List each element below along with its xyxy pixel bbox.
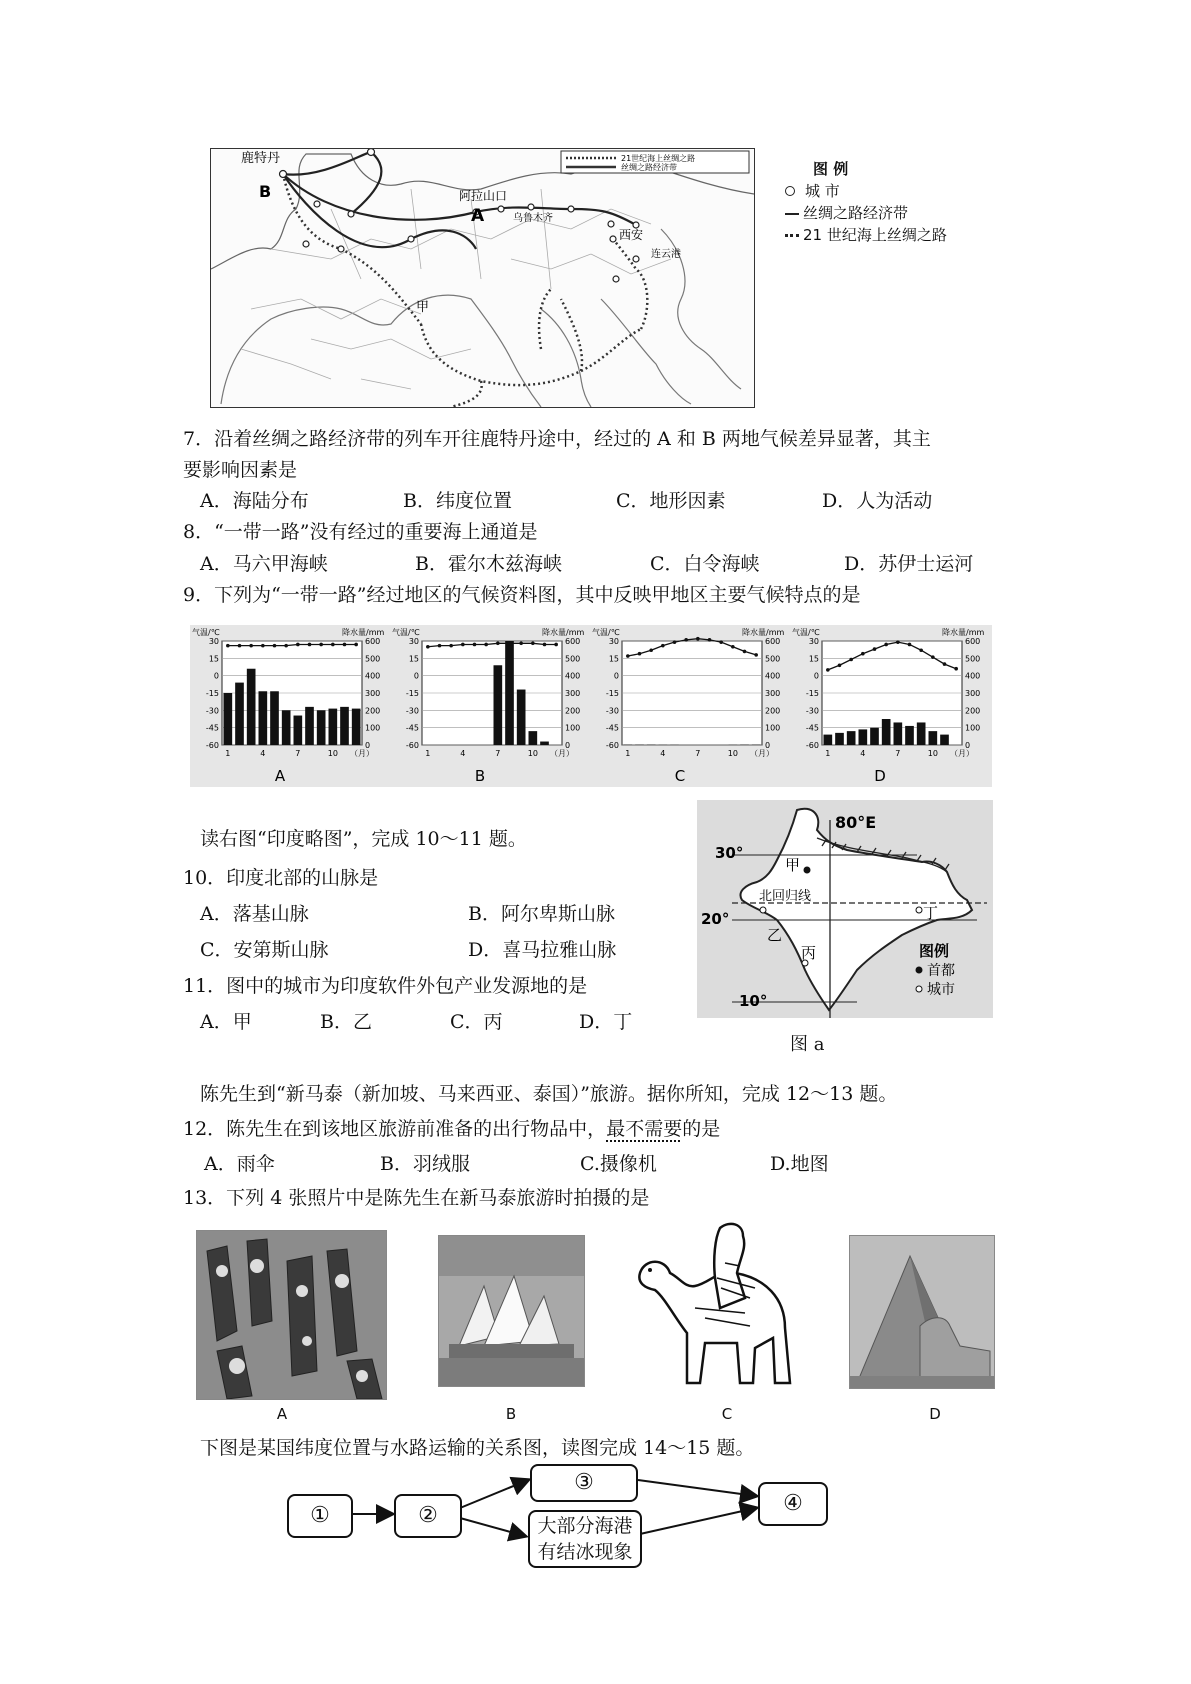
q10-option-d[interactable]: D．喜马拉雅山脉 <box>468 939 617 961</box>
q7-option-d[interactable]: D．人为活动 <box>822 490 933 512</box>
q8-stem: 8．“一带一路”没有经过的重要海上通道是 <box>183 521 538 543</box>
precip-tick-label: 400 <box>365 671 381 681</box>
precip-bar <box>329 709 338 745</box>
q7-option-a[interactable]: A．海陆分布 <box>200 490 309 512</box>
q11-option-c[interactable]: C．丙 <box>450 1011 503 1033</box>
q12-stem-start: 12．陈先生在到该地区旅游前准备的出行物品中， <box>183 1118 607 1140</box>
precip-tick-label: 500 <box>965 654 981 664</box>
city-bing: 丙 <box>801 944 817 962</box>
temp-tick-label: 30 <box>208 637 219 646</box>
month-tick-label: 1 <box>625 749 631 758</box>
q12-stem-emph: 最不需要 <box>606 1118 683 1140</box>
india-map-caption: 图 a <box>790 1034 825 1055</box>
precip-bar <box>294 716 303 745</box>
precip-bar <box>882 719 891 745</box>
solid-line-icon <box>785 213 799 215</box>
temp-point <box>343 643 347 647</box>
precip-bar <box>859 729 868 745</box>
capital-dot-icon <box>916 967 923 974</box>
precip-tick-label: 100 <box>765 723 781 733</box>
q7-stem-line2: 要影响因素是 <box>183 459 298 481</box>
label-lianyungang: 连云港 <box>651 249 681 260</box>
temp-point <box>308 643 312 647</box>
precip-bar <box>235 683 244 745</box>
chart-panel-label: D <box>874 767 886 785</box>
temp-tick-label: 15 <box>208 654 219 664</box>
flow-node-3: ③ <box>530 1464 638 1502</box>
india-map-svg <box>697 800 993 1018</box>
temp-tick-label: 15 <box>608 654 619 664</box>
sea-intro: 陈先生到“新马泰（新加坡、马来西亚、泰国）”旅游。据你所知，完成 12～13 题。 <box>200 1083 898 1105</box>
flow-ice-line1: 大部分海港 <box>537 1515 633 1537</box>
label-tropic: 北回归线 <box>759 889 812 904</box>
q12-option-b[interactable]: B．羽绒服 <box>380 1153 470 1175</box>
temp-point <box>849 658 853 662</box>
label-lat20: 20° <box>701 910 730 928</box>
legend-title: 图 例 <box>813 160 849 178</box>
q7-stem-line1: 7．沿着丝绸之路经济带的列车开往鹿特丹途中，经过的 A 和 B 两地气候差异显著，其主 <box>183 428 931 450</box>
precip-tick-label: 100 <box>565 723 581 733</box>
precip-bar <box>894 722 903 745</box>
pyramid-image <box>850 1236 994 1388</box>
precip-tick-label: 600 <box>765 637 781 646</box>
label-urumqi: 乌鲁木齐 <box>513 213 553 224</box>
label-80e: 80°E <box>835 813 877 832</box>
temp-tick-label: -45 <box>205 723 219 733</box>
month-tick-label: 4 <box>460 749 466 758</box>
month-tick-label: 1 <box>825 749 831 758</box>
precip-tick-label: 600 <box>565 637 581 646</box>
photo-d-pyramids[interactable] <box>849 1235 995 1389</box>
temp-tick-label: 0 <box>413 671 419 681</box>
precip-bar <box>905 726 914 745</box>
temp-point <box>249 644 253 648</box>
temp-tick-label: -45 <box>605 723 619 733</box>
q11-option-d[interactable]: D．丁 <box>579 1011 633 1033</box>
temp-point <box>331 643 335 647</box>
temp-point <box>754 653 758 657</box>
precip-bar <box>494 665 503 745</box>
q8-option-d[interactable]: D．苏伊士运河 <box>844 553 974 575</box>
photo-c-camel-rider[interactable] <box>625 1218 800 1388</box>
temp-tick-label: 30 <box>608 637 619 646</box>
temp-tick-label: -60 <box>405 741 419 750</box>
boats-image <box>197 1231 386 1399</box>
temp-point <box>496 642 500 646</box>
temp-tick-label: -30 <box>605 706 619 716</box>
temp-point <box>873 647 877 651</box>
precip-tick-label: 500 <box>765 654 781 664</box>
temp-tick-label: -15 <box>805 689 819 698</box>
temp-point <box>284 644 288 648</box>
precip-bar <box>940 735 949 745</box>
capital-jia-marker <box>804 867 811 874</box>
label-lat30: 30° <box>715 844 744 862</box>
temp-axis-label: 气温/℃ <box>592 628 620 637</box>
precip-bar <box>505 641 514 745</box>
flow-ice-line2: 有结冰现象 <box>537 1541 633 1563</box>
temp-tick-label: 0 <box>213 671 219 681</box>
precip-tick-label: 300 <box>965 689 981 698</box>
q8-option-b[interactable]: B．霍尔木兹海峡 <box>415 553 562 575</box>
temp-tick-label: -45 <box>405 723 419 733</box>
temp-point <box>696 637 700 641</box>
month-unit-label: （月） <box>750 749 774 758</box>
temp-point <box>954 667 958 671</box>
temp-tick-label: -60 <box>205 741 219 750</box>
india-map <box>697 800 993 1018</box>
precip-axis-label: 降水量/mm <box>942 628 985 637</box>
camel-image <box>625 1218 800 1388</box>
temp-point <box>273 644 277 648</box>
temp-point <box>731 645 735 649</box>
label-alashankou: 阿拉山口 <box>459 189 508 203</box>
month-unit-label: （月） <box>550 749 574 758</box>
month-tick-label: 1 <box>425 749 431 758</box>
precip-tick-label: 100 <box>365 723 381 733</box>
month-tick-label: 4 <box>860 749 866 758</box>
precip-bar <box>259 691 268 745</box>
precip-bar <box>929 731 938 745</box>
temp-point <box>519 642 523 646</box>
q12-option-c[interactable]: C.摄像机 <box>580 1153 657 1175</box>
city-ding: 丁 <box>923 904 939 922</box>
temp-point <box>554 643 558 647</box>
q7-option-b[interactable]: B．纬度位置 <box>403 490 512 512</box>
month-tick-label: 10 <box>727 749 738 758</box>
temp-axis-label: 气温/℃ <box>392 628 420 637</box>
precip-tick-label: 600 <box>365 637 381 646</box>
temp-point <box>908 643 912 647</box>
city-jia: 甲 <box>785 856 801 874</box>
photo-b-opera-house[interactable] <box>438 1235 585 1387</box>
temp-tick-label: 15 <box>408 654 419 664</box>
temp-point <box>931 655 935 659</box>
temp-point <box>626 654 630 658</box>
month-tick-label: 10 <box>527 749 538 758</box>
temp-point <box>896 640 900 644</box>
temp-point <box>649 648 653 652</box>
temp-tick-label: 0 <box>613 671 619 681</box>
temp-tick-label: -15 <box>405 689 419 698</box>
month-tick-label: 7 <box>495 749 501 758</box>
photo-label-b: B <box>505 1405 517 1423</box>
temp-point <box>238 644 242 648</box>
city-circle-icon <box>916 986 922 992</box>
flow-node-4: ④ <box>758 1482 828 1526</box>
month-unit-label: （月） <box>350 749 374 758</box>
temp-point <box>661 644 665 648</box>
q12-stem <box>183 1117 720 1141</box>
temp-point <box>673 640 677 644</box>
q7-option-c[interactable]: C．地形因素 <box>616 490 726 512</box>
month-tick-label: 4 <box>260 749 266 758</box>
temp-point <box>531 642 535 646</box>
month-tick-label: 10 <box>327 749 338 758</box>
inner-legend-sea: 21世纪海上丝绸之路 <box>621 154 696 163</box>
city-yi: 乙 <box>767 926 783 944</box>
india-legend-city: 城市 <box>927 982 955 998</box>
temp-point <box>543 643 547 647</box>
precip-bar <box>529 731 538 745</box>
label-lat10: 10° <box>739 992 768 1010</box>
precip-tick-label: 600 <box>965 637 981 646</box>
precip-bar <box>870 728 879 745</box>
climate-charts-strip <box>190 625 992 787</box>
silk-road-map <box>210 148 755 408</box>
temp-tick-label: -15 <box>605 689 619 698</box>
temp-tick-label: -30 <box>805 706 819 716</box>
chart-panel-label: B <box>474 767 486 785</box>
precip-tick-label: 0 <box>365 741 371 750</box>
month-tick-label: 4 <box>660 749 666 758</box>
flow-node-ice <box>528 1510 642 1568</box>
temp-point <box>438 644 442 648</box>
temp-point <box>484 643 488 647</box>
temp-point <box>708 638 712 642</box>
precip-bar <box>517 690 526 745</box>
q12-stem-end: 的是 <box>682 1118 721 1140</box>
temp-point <box>719 640 723 644</box>
temp-point <box>426 645 430 649</box>
precip-axis-label: 降水量/mm <box>542 628 585 637</box>
q11-option-b[interactable]: B．乙 <box>320 1011 372 1033</box>
temp-point <box>861 652 865 656</box>
q10-option-b[interactable]: B．阿尔卑斯山脉 <box>468 903 615 925</box>
temp-point <box>319 643 323 647</box>
temp-point <box>461 643 465 647</box>
city-yi-marker <box>760 907 766 913</box>
precip-tick-label: 400 <box>965 671 981 681</box>
month-tick-label: 7 <box>295 749 301 758</box>
temp-point <box>226 644 230 648</box>
precip-tick-label: 100 <box>965 723 981 733</box>
q11-option-a[interactable]: A．甲 <box>200 1011 252 1033</box>
precip-tick-label: 300 <box>565 689 581 698</box>
q11-stem: 11．图中的城市为印度软件外包产业发源地的是 <box>183 975 588 997</box>
precip-tick-label: 300 <box>765 689 781 698</box>
month-tick-label: 1 <box>225 749 231 758</box>
dotted-line-icon <box>785 234 799 237</box>
label-A: A <box>471 206 485 226</box>
circle-icon <box>785 186 795 196</box>
label-rotterdam: 鹿特丹 <box>241 151 281 166</box>
temp-tick-label: -30 <box>205 706 219 716</box>
temp-tick-label: 30 <box>408 637 419 646</box>
q10-option-c[interactable]: C．安第斯山脉 <box>200 939 329 961</box>
q12-option-d[interactable]: D.地图 <box>770 1153 829 1175</box>
temp-tick-label: 30 <box>808 637 819 646</box>
precip-bar <box>917 722 926 745</box>
flow-diagram <box>280 1460 860 1570</box>
precip-bar <box>247 669 256 745</box>
precip-bar <box>835 733 844 745</box>
precip-axis-label: 降水量/mm <box>342 628 385 637</box>
precip-tick-label: 0 <box>965 741 971 750</box>
temp-point <box>473 643 477 647</box>
temp-point <box>884 643 888 647</box>
opera-house-image <box>439 1236 584 1386</box>
precip-bar <box>317 710 326 745</box>
temp-axis-label: 气温/℃ <box>792 628 820 637</box>
label-xian: 西安 <box>619 228 644 242</box>
legend-city: 城 市 <box>805 182 840 200</box>
legend-belt: 丝绸之路经济带 <box>803 204 909 222</box>
precip-tick-label: 500 <box>365 654 381 664</box>
temp-point <box>354 643 358 647</box>
month-tick-label: 7 <box>895 749 901 758</box>
q10-option-a[interactable]: A．落基山脉 <box>200 903 309 925</box>
precip-bar <box>340 707 349 745</box>
photo-a-floating-market[interactable] <box>196 1230 387 1400</box>
temp-point <box>449 644 453 648</box>
temp-point <box>296 643 300 647</box>
label-jia: 甲 <box>416 300 430 315</box>
precip-bar <box>270 691 279 745</box>
precip-tick-label: 500 <box>565 654 581 664</box>
month-tick-label: 7 <box>695 749 701 758</box>
precip-tick-label: 200 <box>565 706 581 716</box>
precip-bar <box>847 731 856 745</box>
precip-bar <box>352 709 361 745</box>
month-unit-label: （月） <box>950 749 974 758</box>
legend-belt-row <box>785 202 1025 224</box>
q8-option-a[interactable]: A．马六甲海峡 <box>200 553 328 575</box>
silk-road-legend <box>785 158 1025 246</box>
temp-tick-label: -45 <box>805 723 819 733</box>
temp-axis-label: 气温/℃ <box>192 628 220 637</box>
india-legend-title: 图例 <box>919 942 950 960</box>
precip-tick-label: 300 <box>365 689 381 698</box>
precip-tick-label: 200 <box>365 706 381 716</box>
q9-stem: 9．下列为“一带一路”经过地区的气候资料图，其中反映甲地区主要气候特点的是 <box>183 584 861 606</box>
photo-label-d: D <box>929 1405 941 1423</box>
precip-bar <box>824 735 833 745</box>
temp-point <box>743 650 747 654</box>
legend-city-row <box>785 180 1025 202</box>
silk-road-map-svg <box>211 149 754 407</box>
month-tick-label: 10 <box>927 749 938 758</box>
precip-tick-label: 400 <box>565 671 581 681</box>
precip-axis-label: 降水量/mm <box>742 628 785 637</box>
temp-tick-label: -60 <box>605 741 619 750</box>
precip-bar <box>540 742 549 745</box>
q12-option-a[interactable]: A．雨伞 <box>204 1153 275 1175</box>
temp-point <box>261 644 265 648</box>
temp-point <box>943 662 947 666</box>
chart-panel-label: C <box>674 767 686 785</box>
legend-sea: 21 世纪海上丝绸之路 <box>803 226 947 244</box>
precip-bar <box>282 710 291 745</box>
temp-point <box>838 663 842 667</box>
precip-bar <box>305 707 314 745</box>
photo-label-a: A <box>276 1405 288 1423</box>
city-ding-marker <box>916 907 922 913</box>
precip-tick-label: 200 <box>965 706 981 716</box>
temp-tick-label: -15 <box>205 689 219 698</box>
chart-panel-label: A <box>274 767 286 785</box>
precip-tick-label: 0 <box>565 741 571 750</box>
legend-sea-row <box>785 224 1025 246</box>
precip-tick-label: 200 <box>765 706 781 716</box>
precip-tick-label: 400 <box>765 671 781 681</box>
photo-label-c: C <box>721 1405 733 1423</box>
india-legend-capital: 首都 <box>927 963 955 979</box>
flow-node-2: ② <box>394 1494 462 1538</box>
temp-tick-label: -60 <box>805 741 819 750</box>
precip-bar <box>224 693 233 745</box>
temp-tick-label: 0 <box>813 671 819 681</box>
flow-node-1: ① <box>287 1494 353 1538</box>
q10-stem: 10．印度北部的山脉是 <box>183 867 379 889</box>
q13-stem: 13．下列 4 张照片中是陈先生在新马泰旅游时拍摄的是 <box>183 1187 650 1209</box>
india-intro: 读右图“印度略图”，完成 10～11 题。 <box>200 828 527 850</box>
temp-point <box>919 648 923 652</box>
temp-point <box>638 652 642 656</box>
precip-tick-label: 0 <box>765 741 771 750</box>
temp-point <box>826 668 830 672</box>
label-B: B <box>259 182 272 201</box>
inner-legend-belt: 丝绸之路经济带 <box>621 163 677 172</box>
q8-option-c[interactable]: C．白令海峡 <box>650 553 760 575</box>
temp-point <box>684 638 688 642</box>
temp-tick-label: 15 <box>808 654 819 664</box>
temp-point <box>508 642 512 646</box>
flow-intro: 下图是某国纬度位置与水路运输的关系图，读图完成 14～15 题。 <box>200 1437 755 1459</box>
temp-tick-label: -30 <box>405 706 419 716</box>
climate-charts-svg <box>190 625 992 787</box>
